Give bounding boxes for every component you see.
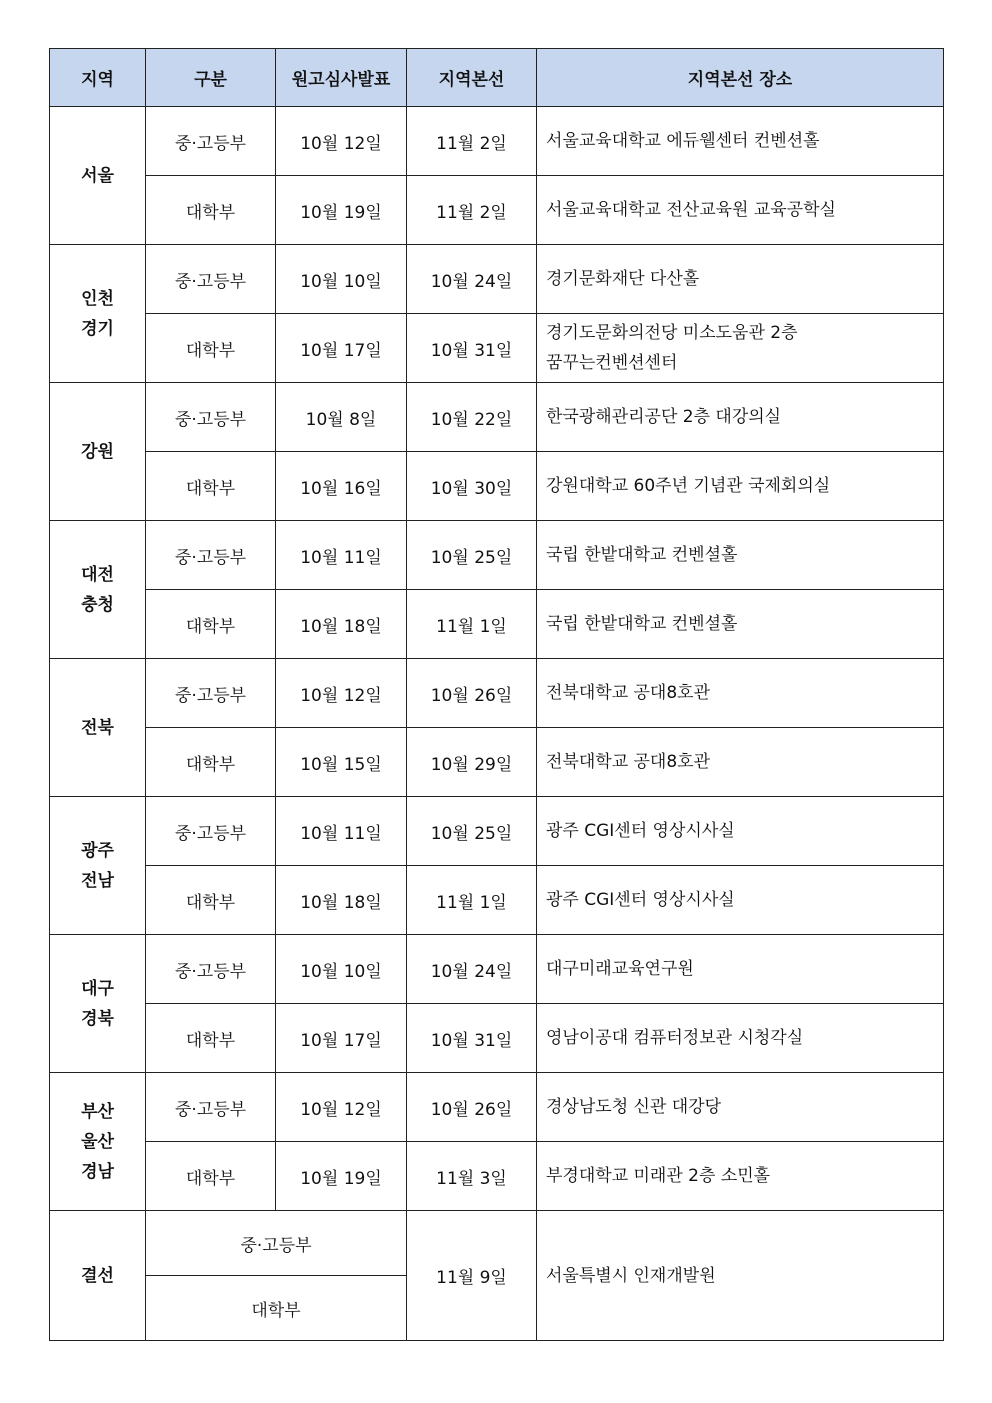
region-name: 인천 xyxy=(81,288,114,309)
division-cell: 중·고등부 xyxy=(146,521,276,590)
header-venue: 지역본선 장소 xyxy=(537,49,944,107)
venue-text: 꿈꾸는컨벤션센터 xyxy=(546,353,678,373)
venue-text: 서울교육대학교 전산교육원 교육공학실 xyxy=(546,200,836,220)
review-date-cell: 10월 11일 xyxy=(276,797,407,866)
region-cell xyxy=(50,935,146,1073)
division-cell: 중·고등부 xyxy=(146,659,276,728)
division-cell: 대학부 xyxy=(146,866,276,935)
prelim-date-cell: 10월 26일 xyxy=(407,1073,537,1142)
table-row xyxy=(50,107,944,176)
prelim-date-cell: 10월 24일 xyxy=(407,245,537,314)
table-row xyxy=(50,935,944,1004)
venue-text: 강원대학교 60주년 기념관 국제회의실 xyxy=(546,476,831,496)
table-row xyxy=(50,590,944,659)
prelim-date-cell: 11월 3일 xyxy=(407,1142,537,1211)
final-venue-cell: 서울특별시 인재개발원 xyxy=(537,1211,944,1341)
region-name: 대전 xyxy=(81,564,114,585)
venue-cell xyxy=(537,1004,944,1073)
region-name: 부산 xyxy=(81,1101,114,1122)
venue-text: 서울교육대학교 에듀웰센터 컨벤션홀 xyxy=(546,131,820,151)
table-row xyxy=(50,797,944,866)
venue-cell xyxy=(537,866,944,935)
review-date-cell: 10월 10일 xyxy=(276,935,407,1004)
region-cell xyxy=(50,383,146,521)
prelim-date-cell: 11월 2일 xyxy=(407,107,537,176)
review-date-cell: 10월 16일 xyxy=(276,452,407,521)
review-date-cell: 10월 17일 xyxy=(276,314,407,383)
venue-text: 국립 한밭대학교 컨벤셜홀 xyxy=(546,545,738,565)
final-division-cell: 대학부 xyxy=(146,1276,407,1341)
division-cell: 대학부 xyxy=(146,1004,276,1073)
schedule-table xyxy=(49,48,944,1341)
region-cell xyxy=(50,521,146,659)
division-cell: 중·고등부 xyxy=(146,107,276,176)
table-row xyxy=(50,383,944,452)
venue-text: 경상남도청 신관 대강당 xyxy=(546,1097,722,1117)
header-row xyxy=(50,49,944,107)
final-date-cell: 11월 9일 xyxy=(407,1211,537,1341)
region-cell xyxy=(50,797,146,935)
venue-text: 국립 한밭대학교 컨벤셜홀 xyxy=(546,614,738,634)
venue-cell xyxy=(537,452,944,521)
schedule-body xyxy=(50,107,944,1341)
header-division: 구분 xyxy=(146,49,276,107)
table-row xyxy=(50,866,944,935)
region-name: 전남 xyxy=(81,870,114,891)
venue-cell xyxy=(537,935,944,1004)
header-review-date: 원고심사발표 xyxy=(276,49,407,107)
venue-text: 전북대학교 공대8호관 xyxy=(546,752,711,772)
prelim-date-cell: 10월 31일 xyxy=(407,314,537,383)
region-name: 경남 xyxy=(81,1161,114,1182)
review-date-cell: 10월 19일 xyxy=(276,176,407,245)
division-cell: 대학부 xyxy=(146,590,276,659)
venue-cell xyxy=(537,383,944,452)
venue-text: 경기문화재단 다산홀 xyxy=(546,269,700,289)
header-region: 지역 xyxy=(50,49,146,107)
review-date-cell: 10월 18일 xyxy=(276,590,407,659)
region-name: 경북 xyxy=(81,1008,114,1029)
venue-cell xyxy=(537,1142,944,1211)
prelim-date-cell: 10월 31일 xyxy=(407,1004,537,1073)
review-date-cell: 10월 18일 xyxy=(276,866,407,935)
venue-text: 대구미래교육연구원 xyxy=(546,959,694,979)
table-row xyxy=(50,314,944,383)
venue-text: 광주 CGI센터 영상시사실 xyxy=(546,821,735,841)
prelim-date-cell: 11월 1일 xyxy=(407,590,537,659)
region-name: 경기 xyxy=(81,318,114,339)
prelim-date-cell: 10월 22일 xyxy=(407,383,537,452)
review-date-cell: 10월 10일 xyxy=(276,245,407,314)
venue-cell xyxy=(537,659,944,728)
prelim-date-cell: 10월 24일 xyxy=(407,935,537,1004)
prelim-date-cell: 10월 26일 xyxy=(407,659,537,728)
header-prelim-date: 지역본선 xyxy=(407,49,537,107)
region-cell xyxy=(50,107,146,245)
venue-text: 부경대학교 미래관 2층 소민홀 xyxy=(546,1166,771,1186)
region-name: 강원 xyxy=(81,441,114,462)
division-cell: 중·고등부 xyxy=(146,245,276,314)
venue-cell xyxy=(537,728,944,797)
venue-cell xyxy=(537,107,944,176)
table-row xyxy=(50,1004,944,1073)
prelim-date-cell: 10월 25일 xyxy=(407,521,537,590)
division-cell: 대학부 xyxy=(146,314,276,383)
division-cell: 중·고등부 xyxy=(146,383,276,452)
venue-text: 광주 CGI센터 영상시사실 xyxy=(546,890,735,910)
region-cell xyxy=(50,659,146,797)
division-cell: 대학부 xyxy=(146,452,276,521)
prelim-date-cell: 10월 25일 xyxy=(407,797,537,866)
table-row xyxy=(50,1073,944,1142)
division-cell: 대학부 xyxy=(146,176,276,245)
table-row xyxy=(50,1142,944,1211)
table-row xyxy=(50,728,944,797)
division-cell: 중·고등부 xyxy=(146,797,276,866)
region-name: 울산 xyxy=(81,1131,114,1152)
venue-text: 영남이공대 컴퓨터정보관 시청각실 xyxy=(546,1028,804,1048)
venue-cell xyxy=(537,521,944,590)
venue-cell xyxy=(537,1073,944,1142)
review-date-cell: 10월 12일 xyxy=(276,1073,407,1142)
venue-text: 경기도문화의전당 미소도움관 2층 xyxy=(546,323,798,343)
division-cell: 대학부 xyxy=(146,728,276,797)
prelim-date-cell: 11월 1일 xyxy=(407,866,537,935)
venue-cell xyxy=(537,797,944,866)
table-row xyxy=(50,452,944,521)
venue-text: 전북대학교 공대8호관 xyxy=(546,683,711,703)
region-name: 대구 xyxy=(81,978,114,999)
final-division-cell: 중·고등부 xyxy=(146,1211,407,1276)
final-region-cell: 결선 xyxy=(50,1211,146,1341)
review-date-cell: 10월 12일 xyxy=(276,659,407,728)
review-date-cell: 10월 19일 xyxy=(276,1142,407,1211)
prelim-date-cell: 10월 30일 xyxy=(407,452,537,521)
region-cell xyxy=(50,1073,146,1211)
division-cell: 중·고등부 xyxy=(146,1073,276,1142)
venue-cell xyxy=(537,245,944,314)
venue-cell xyxy=(537,176,944,245)
prelim-date-cell: 11월 2일 xyxy=(407,176,537,245)
region-name: 전북 xyxy=(81,717,114,738)
review-date-cell: 10월 17일 xyxy=(276,1004,407,1073)
review-date-cell: 10월 11일 xyxy=(276,521,407,590)
table-row-final xyxy=(50,1211,944,1276)
table-row xyxy=(50,521,944,590)
review-date-cell: 10월 8일 xyxy=(276,383,407,452)
region-name: 광주 xyxy=(81,840,114,861)
prelim-date-cell: 10월 29일 xyxy=(407,728,537,797)
division-cell: 중·고등부 xyxy=(146,935,276,1004)
region-cell xyxy=(50,245,146,383)
table-row xyxy=(50,659,944,728)
region-name: 서울 xyxy=(81,165,114,186)
venue-cell xyxy=(537,590,944,659)
venue-cell xyxy=(537,314,944,383)
region-name: 충청 xyxy=(81,594,114,615)
division-cell: 대학부 xyxy=(146,1142,276,1211)
review-date-cell: 10월 15일 xyxy=(276,728,407,797)
venue-text: 한국광해관리공단 2층 대강의실 xyxy=(546,407,782,427)
table-row xyxy=(50,176,944,245)
table-row xyxy=(50,245,944,314)
review-date-cell: 10월 12일 xyxy=(276,107,407,176)
